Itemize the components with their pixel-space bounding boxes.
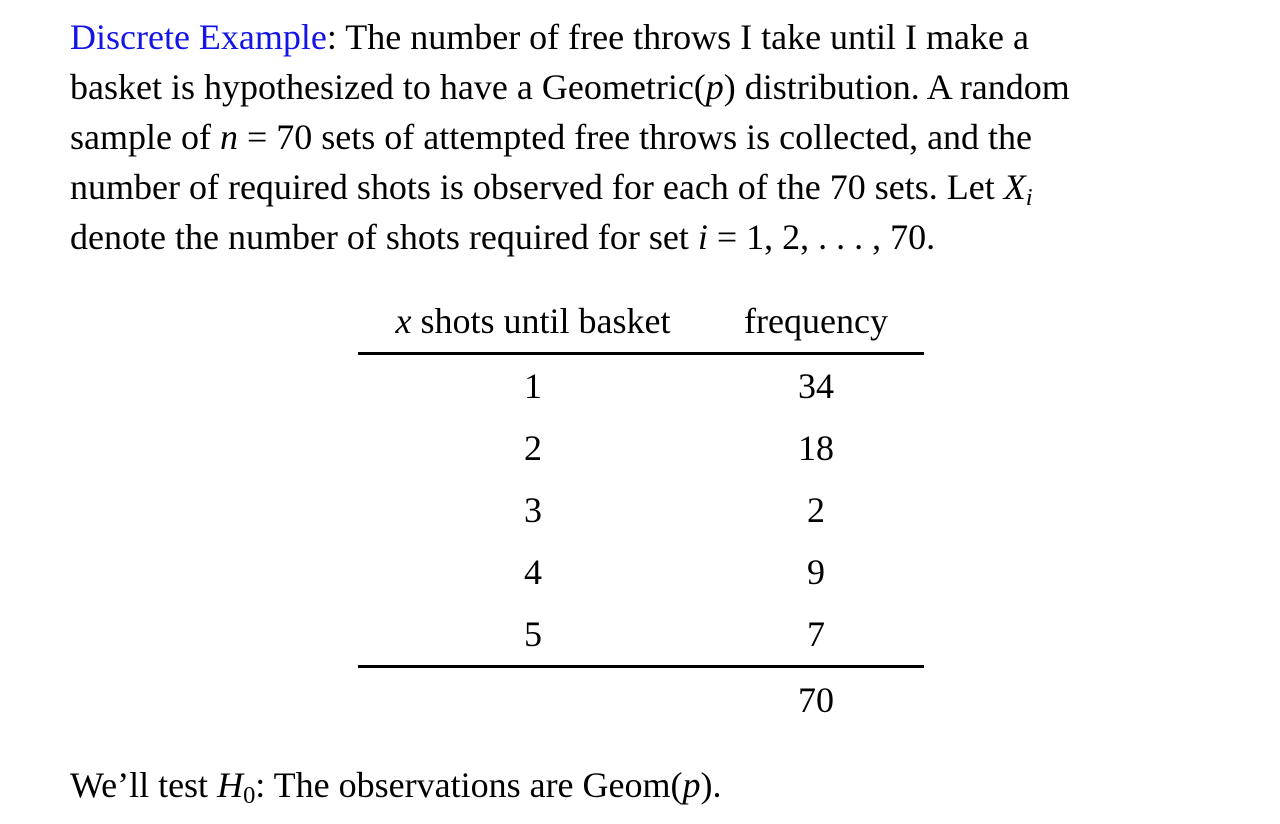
math-var-H: H — [217, 765, 244, 805]
shots-value: 3 — [524, 490, 542, 530]
table-row — [358, 541, 924, 603]
math-subscript-0: 0 — [243, 782, 256, 810]
intro-line-3 — [70, 112, 1070, 162]
column-header-shots-label: shots until basket — [411, 301, 671, 341]
math-var-p: p — [682, 765, 701, 805]
math-var-x: x — [395, 301, 412, 341]
shots-value: 1 — [524, 366, 542, 406]
intro-line-4 — [70, 162, 1070, 212]
intro-text: number of required shots is observed for each of the 70 sets. Let — [70, 167, 1004, 207]
column-header-frequency: frequency — [744, 301, 888, 341]
intro-text: sample of — [70, 117, 220, 157]
frequency-value: 9 — [807, 552, 825, 592]
intro-text: = 1, 2, . . . , 70. — [707, 217, 936, 257]
intro-line-2 — [70, 62, 1070, 112]
math-var-i: i — [697, 217, 708, 257]
intro-text: : The number of free throws I take until I make a — [326, 17, 1029, 57]
intro-text: basket is hypothesized to have a Geometric( — [70, 67, 706, 107]
shots-value: 5 — [524, 614, 542, 654]
footer-text: We’ll test — [70, 765, 218, 805]
frequency-total: 70 — [798, 680, 834, 720]
column-header-shots — [358, 300, 708, 342]
intro-paragraph — [70, 12, 1070, 262]
frequency-value: 18 — [798, 428, 834, 468]
example-title-label: Discrete Example — [70, 17, 327, 57]
frequency-table — [358, 300, 924, 732]
frequency-value: 7 — [807, 614, 825, 654]
hypothesis-statement — [70, 760, 722, 810]
frequency-value: 2 — [807, 490, 825, 530]
math-var-X: X — [1003, 167, 1026, 207]
table-row — [358, 417, 924, 479]
intro-line-5 — [70, 212, 1070, 262]
footer-text: ). — [700, 765, 722, 805]
intro-text: = 70 sets of attempted free throws is collected, and the — [237, 117, 1033, 157]
math-var-p: p — [705, 67, 724, 107]
math-var-n: n — [219, 117, 238, 157]
intro-text: ) distribution. A random — [723, 67, 1070, 107]
table-row — [358, 355, 924, 417]
intro-line-1 — [70, 12, 1070, 62]
intro-text: denote the number of shots required for set — [70, 217, 698, 257]
shots-value: 4 — [524, 552, 542, 592]
footer-text: : The observations are Geom( — [255, 765, 683, 805]
table-total-row — [358, 668, 924, 732]
table-header-row — [358, 300, 924, 352]
table-row — [358, 479, 924, 541]
shots-value: 2 — [524, 428, 542, 468]
table-row — [358, 603, 924, 665]
math-subscript-i: i — [1025, 184, 1033, 212]
frequency-value: 34 — [798, 366, 834, 406]
